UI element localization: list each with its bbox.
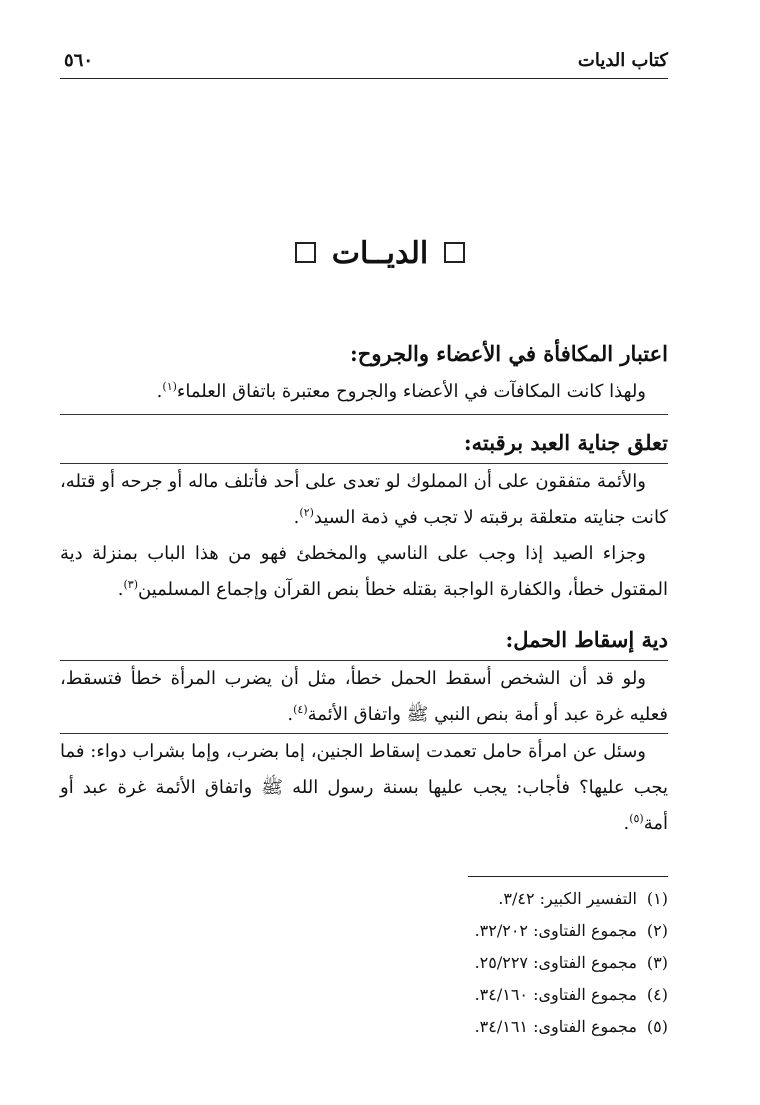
footnote-number: (٤) bbox=[646, 985, 668, 1004]
footnote-text: التفسير الكبير: ٣/٤٢. bbox=[498, 889, 637, 908]
footnote-item bbox=[268, 915, 668, 947]
section-divider bbox=[60, 414, 668, 415]
footnote-text: مجموع الفتاوى: ٣٢/٢٠٢. bbox=[474, 921, 637, 940]
paragraph-text: وجزاء الصيد إذا وجب على الناسي والمخطئ فهو من هذا الباب بمنزلة دية المقتول خطأ، والكفارة الواجبة بقتله خطأ بنص القرآن وإجماع المسلمين bbox=[60, 543, 668, 600]
footnote-ref: (١) bbox=[162, 380, 177, 393]
paragraph bbox=[60, 374, 668, 410]
footnote-text: مجموع الفتاوى: ٢٥/٢٢٧. bbox=[474, 953, 637, 972]
footnotes bbox=[268, 876, 668, 1043]
paragraph-text: ولهذا كانت المكافآت في الأعضاء والجروح معتبرة باتفاق العلماء bbox=[176, 381, 646, 402]
paragraph-end: . bbox=[623, 813, 630, 834]
footnote-ref: (٥) bbox=[629, 812, 644, 825]
paragraph-text: والأئمة متفقون على أن المملوك لو تعدى على أحد فأتلف ماله أو جرحه أو قتله، كانت جنايته متعلقة برقبته لا تجب في ذمة السيد bbox=[60, 471, 668, 528]
footnote-item bbox=[268, 947, 668, 979]
chapter-title-text: الديــات bbox=[331, 236, 429, 271]
footnote-text: مجموع الفتاوى: ٣٤/١٦٠. bbox=[474, 985, 637, 1004]
section bbox=[60, 423, 668, 608]
footnote-ref: (٤) bbox=[293, 703, 308, 716]
section-heading: تعلق جناية العبد برقبته: bbox=[463, 430, 668, 455]
footnote-ref: (٣) bbox=[123, 578, 139, 591]
paragraph bbox=[60, 734, 668, 842]
paragraph-end: . bbox=[287, 704, 294, 725]
footnote-number: (٢) bbox=[646, 921, 668, 940]
paragraph bbox=[60, 536, 668, 608]
paragraph-end: . bbox=[117, 579, 124, 600]
paragraph-text: ولو قد أن الشخص أسقط الحمل خطأ، مثل أن يضرب المرأة خطأ فتسقط، فعليه غرة عبد أو أمة بنص النبي ﷺ واتفاق الأئمة bbox=[60, 668, 668, 725]
box-ornament-icon bbox=[444, 242, 465, 263]
footnote-number: (٣) bbox=[646, 953, 668, 972]
footnote-item bbox=[268, 883, 668, 915]
section bbox=[60, 334, 668, 410]
footnote-text: مجموع الفتاوى: ٣٤/١٦١. bbox=[474, 1017, 637, 1036]
footnote-number: (٥) bbox=[646, 1017, 668, 1036]
section bbox=[60, 620, 668, 842]
footnote-ref: (٢) bbox=[299, 506, 314, 519]
paragraph-end: . bbox=[156, 381, 163, 402]
page-number: ٥٦٠ bbox=[64, 50, 94, 71]
running-title: كتاب الديات bbox=[577, 50, 668, 71]
box-ornament-icon bbox=[295, 242, 316, 263]
section-heading: دية إسقاط الحمل: bbox=[505, 627, 668, 652]
footnote-item bbox=[268, 1011, 668, 1043]
page-header bbox=[60, 48, 668, 79]
paragraph bbox=[60, 661, 668, 733]
paragraph bbox=[60, 464, 668, 536]
footnote-separator bbox=[468, 876, 668, 877]
section-heading: اعتبار المكافأة في الأعضاء والجروح: bbox=[350, 341, 668, 366]
footnote-item bbox=[268, 979, 668, 1011]
paragraph-text: وسئل عن امرأة حامل تعمدت إسقاط الجنين، إما بضرب، وإما بشراب دواء: فما يجب عليها؟ فأجاب: يجب عليها بسنة رسول الله ﷺ واتفاق الأئمة غرة عبد أو أمة bbox=[60, 741, 668, 834]
footnote-number: (١) bbox=[646, 889, 668, 908]
paragraph-end: . bbox=[293, 507, 300, 528]
chapter-title bbox=[0, 236, 760, 271]
main-content bbox=[60, 328, 668, 842]
